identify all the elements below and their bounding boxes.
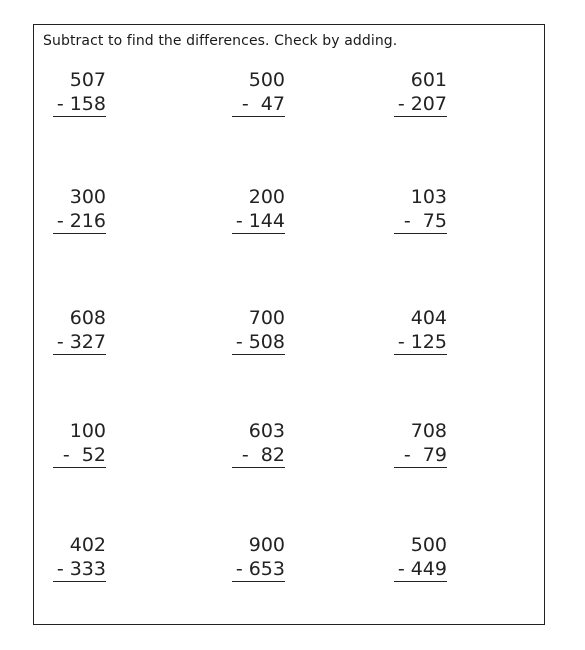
minuend: 103 bbox=[410, 186, 447, 208]
subtraction-problem bbox=[53, 533, 106, 582]
subtraction-problem bbox=[232, 68, 285, 117]
subtrahend: - 449 bbox=[394, 557, 447, 582]
minuend: 507 bbox=[69, 69, 106, 91]
subtrahend: - 144 bbox=[232, 209, 285, 234]
subtrahend: - 79 bbox=[394, 443, 447, 468]
minuend: 500 bbox=[248, 69, 285, 91]
worksheet-instructions: Subtract to find the differences. Check by adding. bbox=[43, 33, 398, 49]
subtrahend: - 125 bbox=[394, 330, 447, 355]
subtraction-problem bbox=[53, 419, 106, 468]
minuend: 603 bbox=[248, 420, 285, 442]
minuend: 300 bbox=[69, 186, 106, 208]
subtrahend: - 327 bbox=[53, 330, 106, 355]
subtrahend: - 75 bbox=[394, 209, 447, 234]
subtraction-problem bbox=[53, 306, 106, 355]
subtrahend: - 207 bbox=[394, 92, 447, 117]
subtrahend: - 47 bbox=[232, 92, 285, 117]
subtraction-problem bbox=[394, 68, 447, 117]
subtrahend: - 52 bbox=[53, 443, 106, 468]
minuend: 900 bbox=[248, 534, 285, 556]
subtrahend: - 216 bbox=[53, 209, 106, 234]
worksheet-page bbox=[33, 24, 545, 625]
minuend: 404 bbox=[410, 307, 447, 329]
minuend: 100 bbox=[69, 420, 106, 442]
minuend: 500 bbox=[410, 534, 447, 556]
subtrahend: - 82 bbox=[232, 443, 285, 468]
subtrahend: - 158 bbox=[53, 92, 106, 117]
minuend: 708 bbox=[410, 420, 447, 442]
subtraction-problem bbox=[394, 419, 447, 468]
minuend: 200 bbox=[248, 186, 285, 208]
subtraction-problem bbox=[232, 533, 285, 582]
minuend: 700 bbox=[248, 307, 285, 329]
subtraction-problem bbox=[394, 185, 447, 234]
subtraction-problem bbox=[232, 419, 285, 468]
minuend: 402 bbox=[69, 534, 106, 556]
subtrahend: - 653 bbox=[232, 557, 285, 582]
subtraction-problem bbox=[232, 306, 285, 355]
minuend: 601 bbox=[410, 69, 447, 91]
minuend: 608 bbox=[69, 307, 106, 329]
subtrahend: - 333 bbox=[53, 557, 106, 582]
subtrahend: - 508 bbox=[232, 330, 285, 355]
subtraction-problem bbox=[232, 185, 285, 234]
subtraction-problem bbox=[394, 533, 447, 582]
subtraction-problem bbox=[53, 185, 106, 234]
subtraction-problem bbox=[53, 68, 106, 117]
subtraction-problem bbox=[394, 306, 447, 355]
